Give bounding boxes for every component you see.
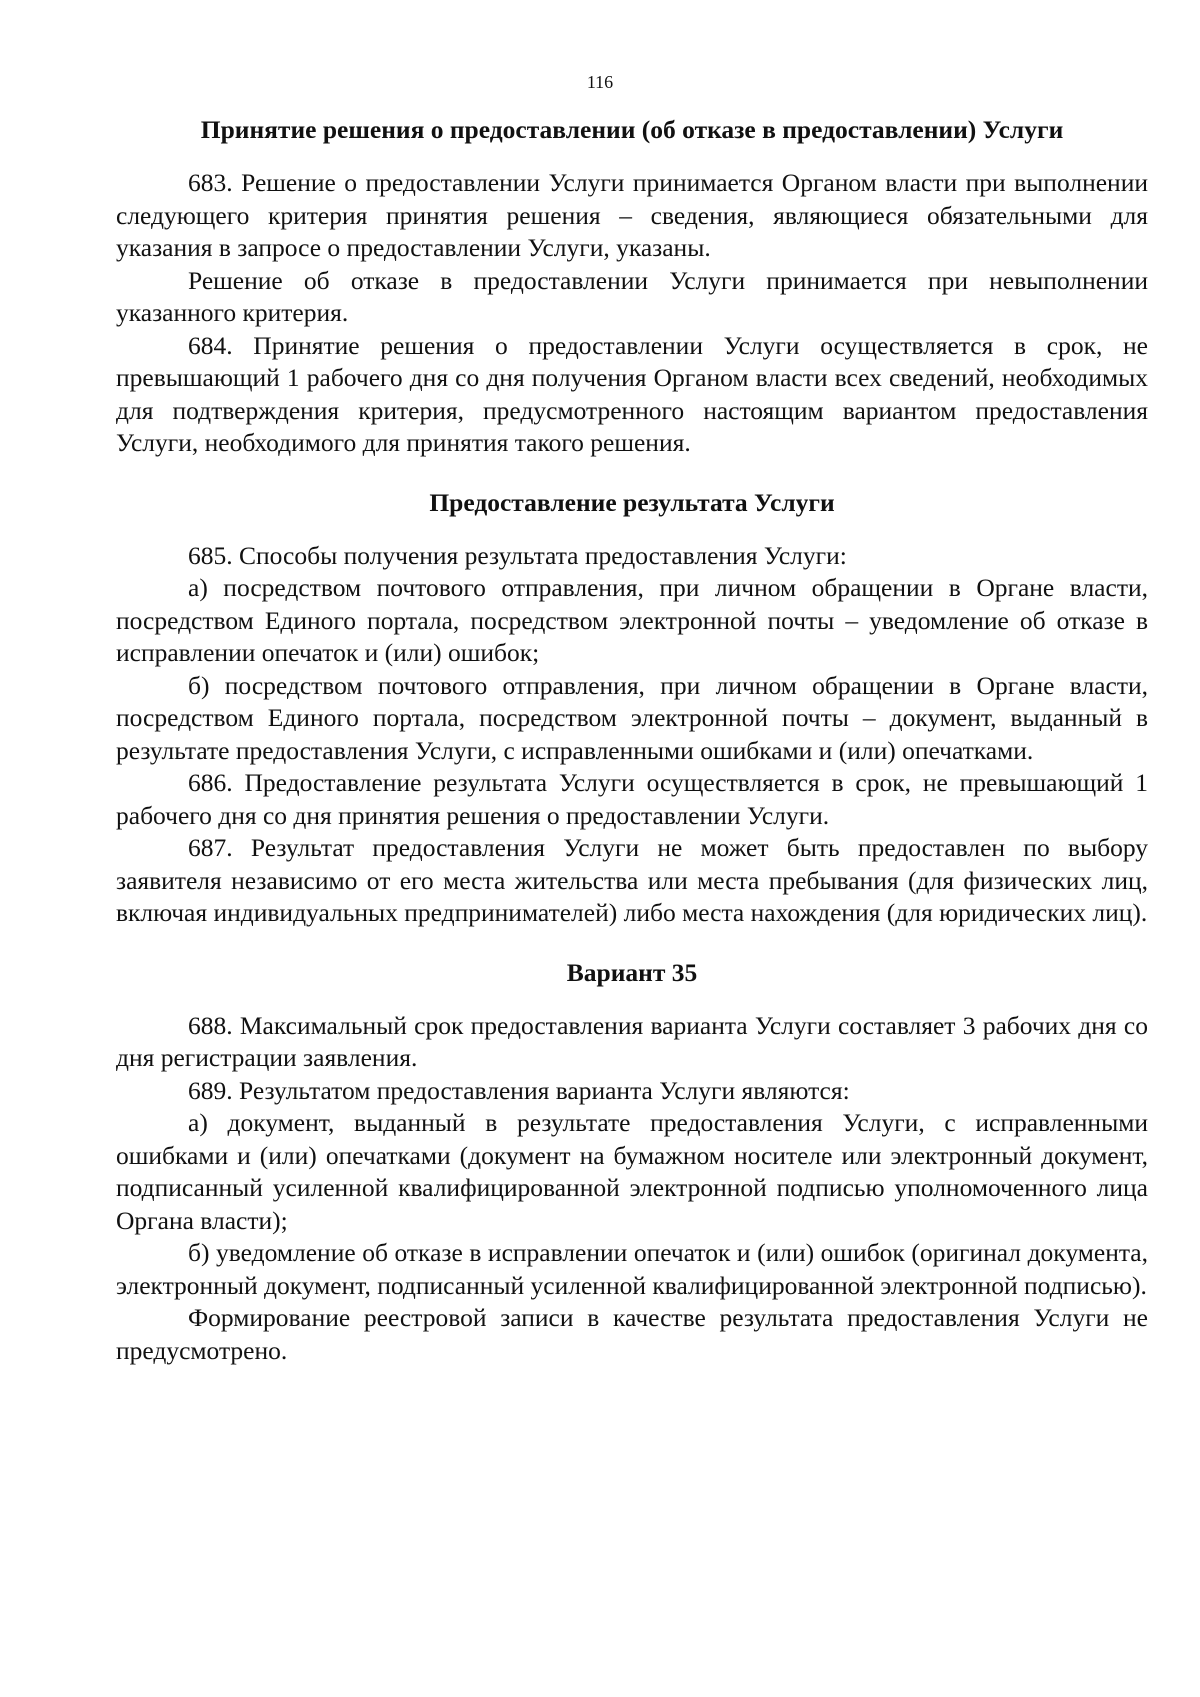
paragraph-689: 689. Результатом предоставления варианта Услуги являются:: [188, 1075, 850, 1105]
section-heading-variant-35: Вариант 35: [566, 957, 698, 987]
page-number: 116: [586, 72, 614, 92]
paragraph-685-b: б) посредством почтового отправления, при личном обращении в Органе власти, посредством Единого портала, посредством электронной почты – документ, выданный в результате предоставления Услуги, с исправленными ошибками и (или) опечатками.: [116, 670, 1148, 765]
document-body: [116, 115, 1148, 1367]
section-heading-decision: Принятие решения о предоставлении (об отказе в предоставлении) Услуги: [200, 115, 1064, 144]
paragraph-687: 687. Результат предоставления Услуги не может быть предоставлен по выбору заявителя независимо от его места жительства или места пребывания (для физических лиц, включая индивидуальных предпринимателей) либо места нахождения (для юридических лиц).: [116, 833, 1148, 927]
paragraph-689-a: а) документ, выданный в результате предоставления Услуги, с исправленными ошибками и (или) опечатками (документ на бумажном носителе или электронный документ, подписанный усиленной квалифицированной электронной подписью уполномоченного лица Органа власти);: [116, 1108, 1148, 1235]
paragraph-683-refusal: Решение об отказе в предоставлении Услуги принимается при невыполнении указанного критерия.: [116, 265, 1148, 327]
paragraph-registry-record: Формирование реестровой записи в качестве результата предоставления Услуги не предусмотрено.: [116, 1303, 1148, 1365]
paragraph-688: 688. Максимальный срок предоставления варианта Услуги составляет 3 рабочих дня со дня регистрации заявления.: [116, 1010, 1148, 1072]
paragraph-686: 686. Предоставление результата Услуги осуществляется в срок, не превышающий 1 рабочего дня со дня принятия решения о предоставлении Услуги.: [116, 768, 1148, 830]
paragraph-685: 685. Способы получения результата предоставления Услуги:: [188, 540, 847, 570]
paragraph-684: 684. Принятие решения о предоставлении Услуги осуществляется в срок, не превышающий 1 рабочего дня со дня получения Органом власти всех сведений, необходимых для подтверждения критерия, предусмотренного настоящим вариантом предоставления Услуги, необходимого для принятия такого решения.: [116, 330, 1148, 457]
section-heading-result: Предоставление результата Услуги: [429, 487, 835, 517]
paragraph-689-b: б) уведомление об отказе в исправлении опечаток и (или) ошибок (оригинал документа, электронный документ, подписанный усиленной квалифицированной электронной подписью).: [116, 1238, 1148, 1300]
paragraph-685-a: а) посредством почтового отправления, при личном обращении в Органе власти, посредством Единого портала, посредством электронной почты – уведомление об отказе в исправлении опечаток и (или) ошибок;: [116, 573, 1148, 667]
paragraph-683: 683. Решение о предоставлении Услуги принимается Органом власти при выполнении следующего критерия принятия решения – сведения, являющиеся обязательными для указания в запросе о предоставлении Услуги, указаны.: [116, 168, 1148, 262]
